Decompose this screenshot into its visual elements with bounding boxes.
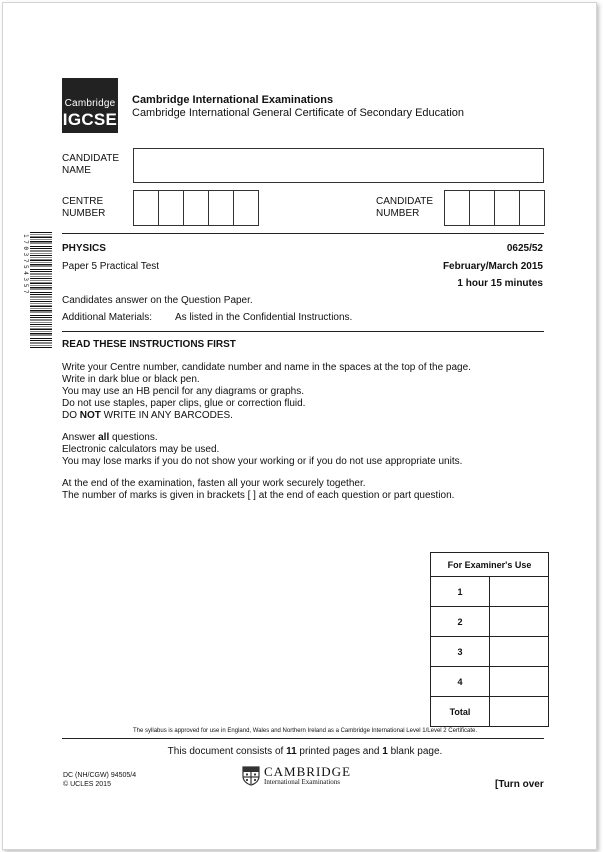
question-number: 2 [431,607,490,637]
centre-digit-box[interactable] [158,190,183,226]
divider-mid [62,331,544,332]
question-number: 1 [431,577,490,607]
examiners-use-heading: For Examiner's Use [431,553,549,577]
centre-number-label [62,196,105,220]
cambridge-name: CAMBRIDGE [264,764,352,779]
cambridge-footer-logo [242,765,351,787]
mark-cell [490,667,549,697]
instructions-block-3 [62,478,454,502]
barcode-bold: NOT [79,410,101,421]
barcode [30,232,52,348]
instruction-line: Write your Centre number, candidate number and name in the spaces at the top of the page. [62,362,471,373]
printed-pages-count: 11 [286,746,297,757]
instruction-line: The number of marks is given in brackets [ ] at the end of each question or part question. [62,490,455,501]
candidate-number-label-line1: CANDIDATE [376,196,434,207]
centre-number-boxes[interactable] [133,190,259,226]
centre-digit-box[interactable] [208,190,233,226]
copyright-line: © UCLES 2015 [63,781,111,788]
divider-top [62,233,544,234]
turn-over: [Turn over [495,779,544,790]
exam-duration: 1 hour 15 minutes [457,278,543,289]
cambridge-sub: International Examinations [264,778,341,786]
cambridge-igcse-logo [62,78,118,133]
candidate-name-label-line1: CANDIDATE [62,153,120,164]
logo-line-2: IGCSE [62,110,118,129]
mark-cell [490,637,549,667]
blank-pages-count: 1 [382,746,388,757]
barcode-digits: 1703754357 [22,234,29,297]
barcode-post: WRITE IN ANY BARCODES. [100,410,233,421]
additional-materials-value: As listed in the Confidential Instructions. [175,312,353,323]
instructions-block-2 [62,432,462,468]
answer-on-paper: Candidates answer on the Question Paper. [62,295,253,306]
doc-mid: printed pages and [296,746,383,757]
centre-number-label-line2: NUMBER [62,208,106,219]
candidate-digit-box[interactable] [444,190,469,226]
mark-cell [490,577,549,607]
doc-post: blank page. [387,746,443,757]
org-title: Cambridge International Examinations [132,94,334,106]
instruction-line-barcodes [62,410,471,422]
subject: PHYSICS [62,243,106,254]
cambridge-wordmark [264,765,351,787]
document-code-line1: DC (NH/CGW) 94505/4 [63,772,137,779]
examiners-use-table [430,552,549,727]
exam-paper-page [2,2,597,850]
instruction-line: Write in dark blue or black pen. [62,374,200,385]
paper-title: Paper 5 Practical Test [62,261,160,272]
candidate-digit-box[interactable] [519,190,545,226]
question-number: 4 [431,667,490,697]
mark-cell [490,607,549,637]
instruction-line: At the end of the examination, fasten all your work securely together. [62,478,366,489]
candidate-digit-box[interactable] [469,190,494,226]
instructions-heading: READ THESE INSTRUCTIONS FIRST [62,339,236,350]
total-cell [490,697,549,727]
total-label: Total [431,697,490,727]
candidate-name-label [62,153,119,177]
candidate-number-label-line2: NUMBER [376,208,420,219]
candidate-digit-box[interactable] [494,190,519,226]
additional-materials-label: Additional Materials: [62,312,153,323]
cambridge-shield-icon [242,766,260,786]
candidate-number-boxes[interactable] [444,190,545,226]
candidate-name-field[interactable] [133,148,544,183]
answer-bold: all [98,432,110,443]
syllabus-note: The syllabus is approved for use in England, Wales and Northern Ireland as a Cambridge International Level 1/Level 2 Certificate. [133,728,477,734]
answer-post: questions. [109,432,158,443]
centre-digit-box[interactable] [133,190,158,226]
doc-pre: This document consists of [167,746,287,757]
divider-footer [62,738,544,739]
question-number: 3 [431,637,490,667]
page-count-statement [63,746,547,757]
instruction-line: Do not use staples, paper clips, glue or correction fluid. [62,398,306,409]
barcode-pre: DO [62,410,80,421]
instructions-block-1 [62,362,471,422]
exam-session: February/March 2015 [442,261,543,272]
centre-digit-box[interactable] [233,190,259,226]
logo-line-1: Cambridge [64,98,116,109]
candidate-name-label-line2: NAME [62,165,91,176]
instruction-line: You may lose marks if you do not show your working or if you do not use appropriate units. [62,456,463,467]
document-code [63,771,136,789]
instruction-line: Electronic calculators may be used. [62,444,220,455]
qualification-title: Cambridge International General Certificate of Secondary Education [132,107,465,119]
answer-pre: Answer [62,432,99,443]
candidate-number-label [376,196,433,220]
centre-digit-box[interactable] [183,190,208,226]
instruction-line-answer [62,432,462,444]
paper-code: 0625/52 [506,243,543,254]
instruction-line: You may use an HB pencil for any diagrams or graphs. [62,386,304,397]
centre-number-label-line1: CENTRE [62,196,104,207]
